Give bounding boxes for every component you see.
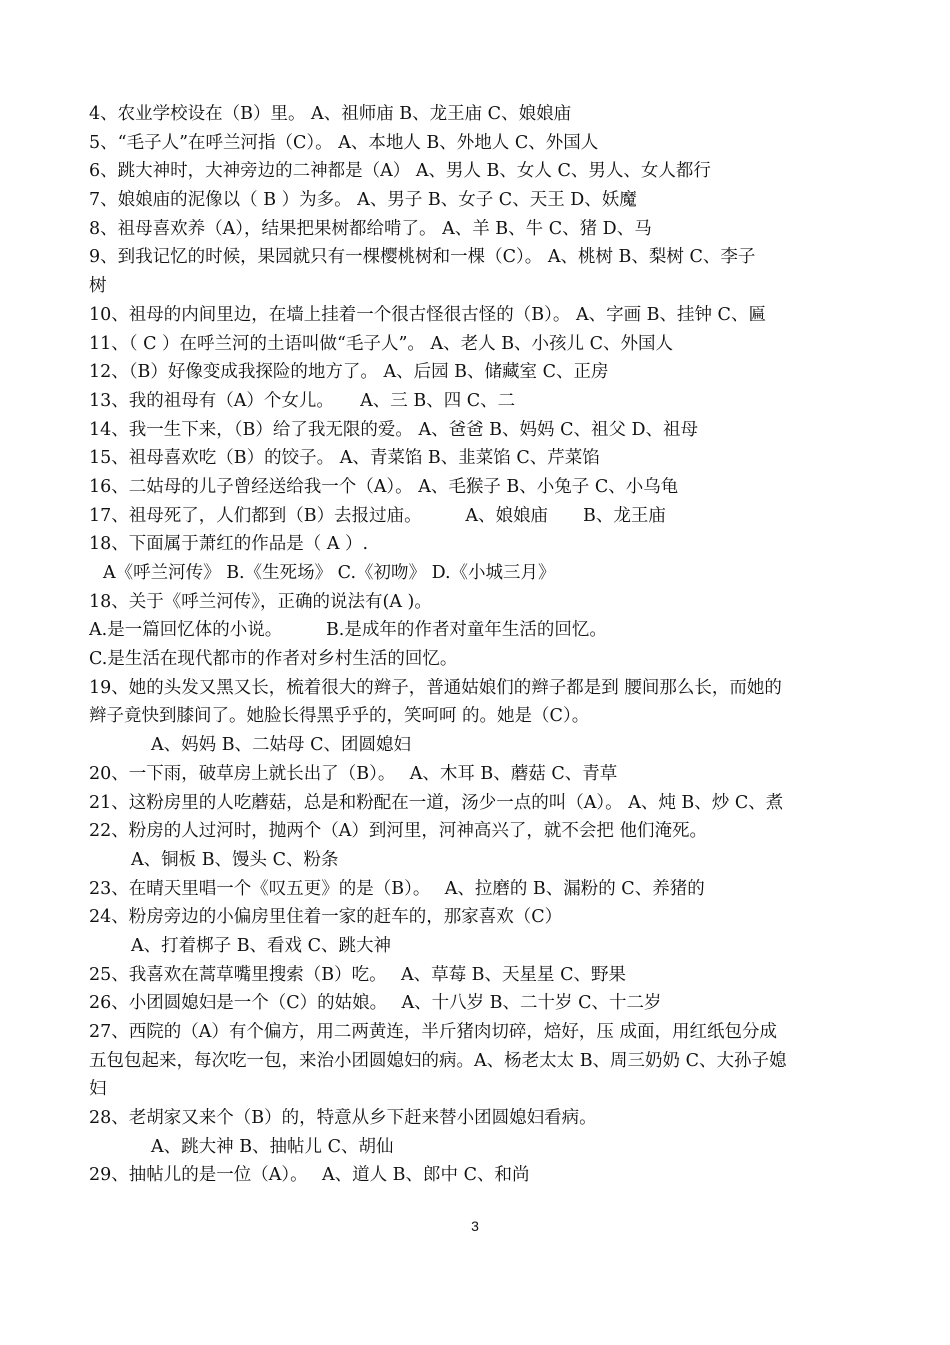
text-line: 树	[89, 276, 107, 297]
text-line: 10、祖母的内间里边，在墙上挂着一个很古怪很古怪的（B）。 A、字画 B、挂钟 C、匾	[89, 304, 766, 325]
text-line: C.是生活在现代都市的作者对乡村生活的回忆。	[89, 649, 458, 670]
text-line: 辫子竟快到膝间了。她脸长得黑乎乎的，笑呵呵 的。她是（C）。	[89, 706, 590, 727]
text-line: 21、这粉房里的人吃蘑菇，总是和粉配在一道，汤少一点的叫（A）。 A、炖 B、炒 C、煮	[89, 792, 784, 813]
text-line: 14、我一生下来，（B）给了我无限的爱。 A、爸爸 B、妈妈 C、祖父 D、祖母	[89, 419, 699, 440]
text-line: 22、粉房的人过河时，抛两个（A）到河里，河神高兴了，就不会把 他们淹死。	[89, 821, 707, 842]
text-line: 15、祖母喜欢吃（B）的饺子。 A、青菜馅 B、韭菜馅 C、芹菜馅	[89, 448, 600, 469]
text-line: 6、跳大神时，大神旁边的二神都是（A） A、男人 B、女人 C、男人、女人都行	[89, 161, 711, 182]
page-number: 3	[471, 1218, 479, 1234]
text-line: 8、祖母喜欢养（A），结果把果树都给啃了。 A、羊 B、牛 C、猪 D、马	[89, 218, 652, 239]
text-line: 11、（ C ）在呼兰河的土语叫做“毛子人”。 A、老人 B、小孩儿 C、外国人	[89, 333, 674, 354]
text-line: 20、一下雨，破草房上就长出了（B）。 A、木耳 B、蘑菇 C、青草	[89, 763, 618, 784]
text-line: 16、二姑母的儿子曾经送给我一个（A）。 A、毛猴子 B、小兔子 C、小乌龟	[89, 476, 679, 497]
text-line: 5、“毛子人”在呼兰河指（C）。 A、本地人 B、外地人 C、外国人	[89, 132, 599, 153]
text-line: 18、下面属于萧红的作品是（ A ）.	[89, 534, 369, 555]
text-line: 24、粉房旁边的小偏房里住着一家的赶车的，那家喜欢（C）	[89, 907, 563, 928]
text-line: 29、抽帖儿的是一位（A）。 A、道人 B、郎中 C、和尚	[89, 1165, 530, 1186]
text-line: 19、她的头发又黑又长，梳着很大的辫子，普通姑娘们的辫子都是到 腰间那么长，而她的	[89, 677, 782, 698]
text-line: A《呼兰河传》 B.《生死场》 C.《初吻》 D.《小城三月》	[103, 563, 556, 583]
text-line: 妇	[89, 1079, 107, 1100]
text-line: 27、西院的（A）有个偏方，用二两黄连，半斤猪肉切碎，焙好，压 成面，用红纸包分成	[89, 1022, 777, 1042]
text-line: 12、（B）好像变成我探险的地方了。 A、后园 B、储藏室 C、正房	[89, 362, 609, 383]
text-line: 26、小团圆媳妇是一个（C）的姑娘。 A、十八岁 B、二十岁 C、十二岁	[89, 993, 662, 1014]
text-line: A、跳大神 B、抽帖儿 C、胡仙	[151, 1136, 394, 1157]
text-line: A.是一篇回忆体的小说。 B.是成年的作者对童年生活的回忆。	[89, 620, 607, 641]
text-line: A、打着梆子 B、看戏 C、跳大神	[131, 935, 392, 956]
text-line: 4、农业学校设在（B）里。 A、祖师庙 B、龙王庙 C、娘娘庙	[89, 104, 572, 124]
text-line: 17、祖母死了，人们都到（B）去报过庙。 A、娘娘庙 B、龙王庙	[89, 505, 666, 526]
question-list	[89, 100, 869, 1190]
text-line: 25、我喜欢在蒿草嘴里搜索（B）吃。 A、草莓 B、天星星 C、野果	[89, 964, 626, 985]
text-line: 28、老胡家又来个（B）的，特意从乡下赶来替小团圆媳妇看病。	[89, 1108, 597, 1129]
text-line: A、铜板 B、馒头 C、粉条	[131, 849, 339, 870]
text-line: 23、在晴天里唱一个《叹五更》的是（B）。 A、拉磨的 B、漏粉的 C、养猪的	[89, 878, 705, 899]
text-line: 五包包起来，每次吃一包，来治小团圆媳妇的病。A、杨老太太 B、周三奶奶 C、大孙子媳	[89, 1050, 787, 1071]
text-line: 13、我的祖母有（A）个女儿。 A、三 B、四 C、二	[89, 390, 516, 411]
text-line: 7、娘娘庙的泥像以（ B ）为多。 A、男子 B、女子 C、天王 D、妖魔	[89, 190, 637, 211]
text-line: A、妈妈 B、二姑母 C、团圆媳妇	[151, 735, 412, 756]
text-line: 9、到我记忆的时候，果园就只有一棵樱桃树和一棵（C）。 A、桃树 B、梨树 C、李子	[89, 247, 756, 268]
text-line: 18、关于《呼兰河传》，正确的说法有(A )。	[89, 591, 432, 612]
